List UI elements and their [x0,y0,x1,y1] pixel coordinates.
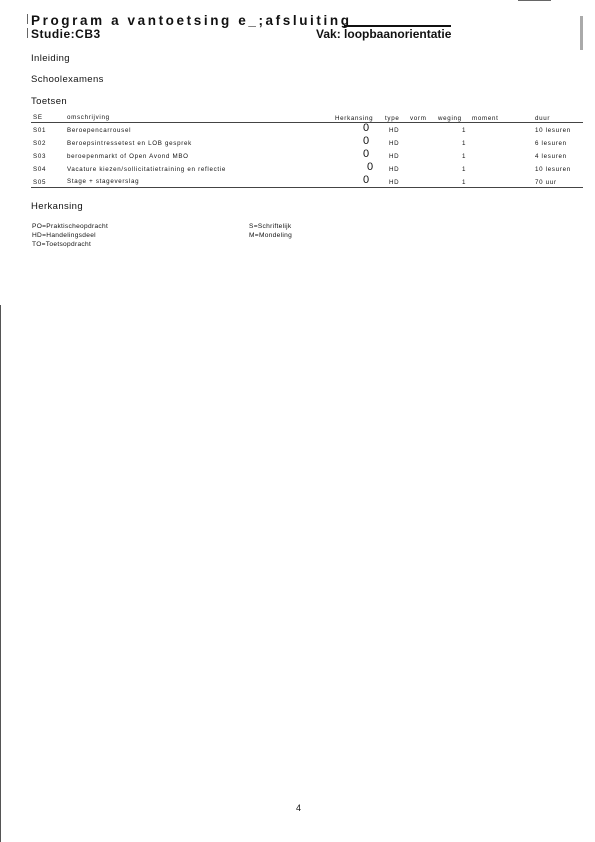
studie-label: Studie:CB3 [31,27,101,41]
cell-herkansing: 0 [363,135,370,147]
legend-item: PO=Praktischeopdracht [32,223,109,230]
document-title: Program a vantoetsing e_;afsluiting [31,13,352,28]
scan-edge-mark-studie [27,28,28,38]
cell-se: S03 [33,153,47,160]
cell-duur: 70 uur [535,179,557,186]
cell-duur: 10 lesuren [535,127,571,134]
cell-se: S02 [33,140,47,147]
col-header-se: SE [33,114,43,121]
vak-label: Vak: [316,27,341,41]
legend-item: HD=Handelingsdeel [32,232,96,239]
section-herkansing: Herkansing [31,201,84,212]
cell-duur: 6 lesuren [535,140,567,147]
cell-type: HD [389,179,400,186]
vak-field [316,27,451,41]
cell-herkansing: 0 [363,174,370,186]
cell-weging: 1 [462,153,467,160]
cell-se: S05 [33,179,47,186]
col-header-moment: moment [472,115,499,122]
legend-item: M=Mondeling [249,232,293,239]
cell-duur: 10 lesuren [535,166,571,173]
col-header-herkansing: Herkansing [335,115,374,122]
scan-edge-mark-right [580,16,583,50]
scan-edge-mark-left [0,305,1,842]
col-header-omschrijving: omschrijving [67,114,110,121]
section-inleiding: Inleiding [31,53,70,64]
cell-type: HD [389,166,400,173]
cell-herkansing: 0 [363,122,370,134]
cell-omschrijving: Beroepencarrousel [67,127,132,134]
col-header-type: type [385,115,400,122]
scan-edge-mark-title [27,14,28,24]
cell-herkansing: 0 [363,148,370,160]
cell-omschrijving: Stage + stageverslag [67,178,140,185]
legend-item: S=Schriftelijk [249,223,292,230]
cell-duur: 4 lesuren [535,153,567,160]
cell-se: S01 [33,127,47,134]
legend-left [32,222,108,249]
cell-weging: 1 [462,140,467,147]
scan-edge-mark-top [518,0,551,1]
cell-type: HD [389,127,400,134]
cell-type: HD [389,153,400,160]
cell-omschrijving: beroepenmarkt of Open Avond MBO [67,153,189,160]
section-schoolexamens: Schoolexamens [31,74,104,85]
table-bottom-rule [31,187,583,188]
col-header-weging: weging [438,115,462,122]
cell-se: S04 [33,166,47,173]
cell-omschrijving: Vacature kiezen/sollicitatietraining en reflectie [67,166,227,173]
cell-omschrijving: Beroepsintressetest en LOB gesprek [67,140,192,147]
legend-right [249,222,292,240]
vak-value: loopbaanorientatie [344,27,452,41]
legend-item: TO=Toetsopdracht [32,241,92,248]
page-number: 4 [296,803,302,813]
cell-weging: 1 [462,166,467,173]
cell-weging: 1 [462,127,467,134]
col-header-vorm: vorm [410,115,427,122]
section-toetsen: Toetsen [31,96,68,107]
cell-weging: 1 [462,179,467,186]
table-header-rule [31,122,583,123]
cell-herkansing: 0 [367,161,374,173]
col-header-duur: duur [535,115,551,122]
cell-type: HD [389,140,400,147]
